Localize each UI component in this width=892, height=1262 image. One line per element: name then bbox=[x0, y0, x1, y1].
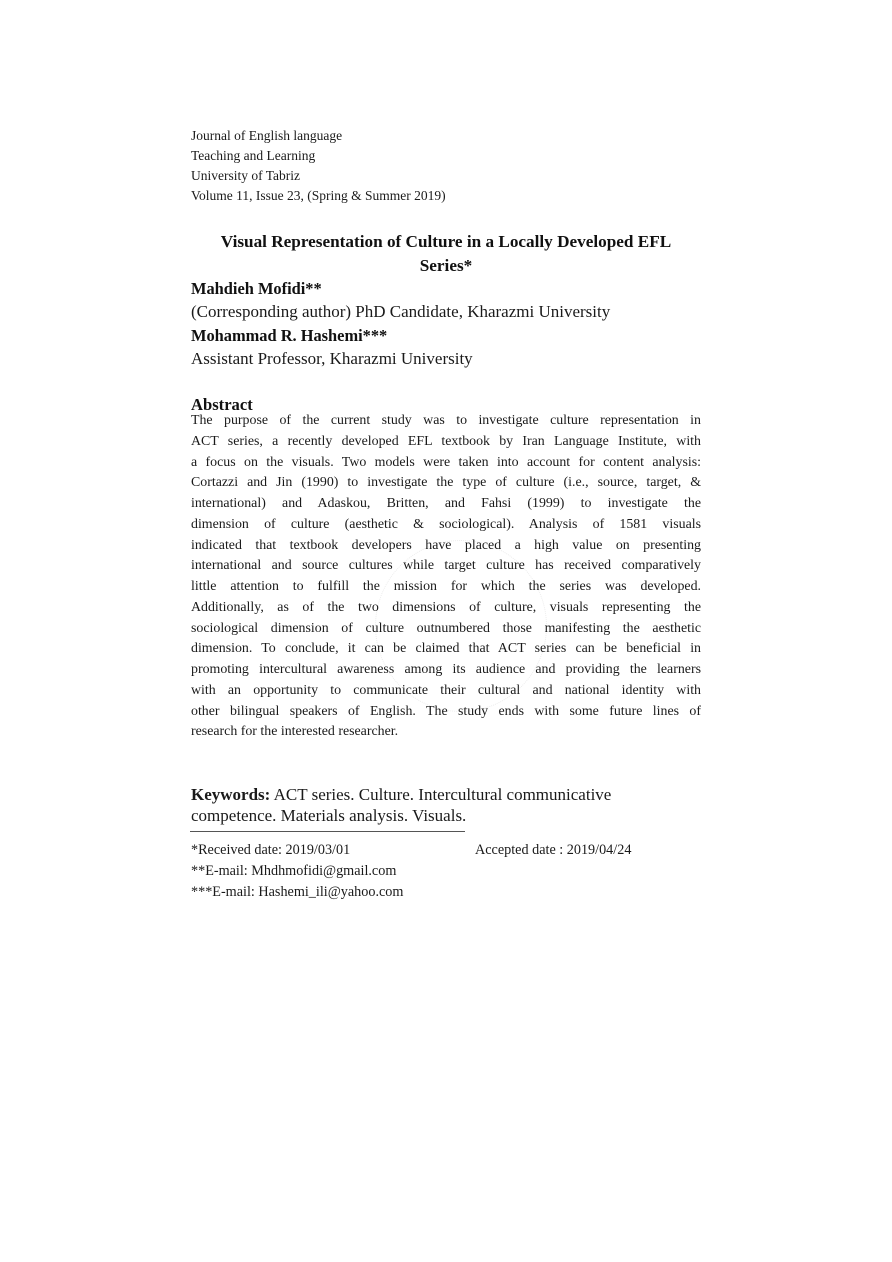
abstract-line: indicated that textbook developers have placed a high value on presenting bbox=[191, 537, 701, 553]
abstract-line: Cortazzi and Jin (1990) to investigate the type of culture (i.e., source, target, & bbox=[191, 475, 701, 491]
journal-volume-issue: Volume 11, Issue 23, (Spring & Summer 2019) bbox=[191, 188, 446, 203]
author-affiliation-2: Assistant Professor, Kharazmi University bbox=[191, 349, 473, 368]
received-date: *Received date: 2019/03/01 bbox=[191, 842, 351, 858]
abstract-heading: Abstract bbox=[191, 395, 253, 414]
abstract-line: other bilingual speakers of English. The study ends with some future lines of bbox=[191, 703, 701, 719]
journal-university: University of Tabriz bbox=[191, 168, 301, 183]
abstract-line: little attention to fulfill the mission for which the series was developed. bbox=[191, 579, 701, 594]
abstract-line: The purpose of the current study was to investigate culture representation in bbox=[191, 413, 701, 428]
journal-name-line-1: Journal of English language bbox=[191, 128, 343, 143]
title-line-1: Visual Representation of Culture in a Locally Developed EFL bbox=[220, 232, 672, 251]
keywords-label: Keywords: bbox=[191, 785, 271, 804]
keywords-text-1: ACT series. Culture. Intercultural communicative bbox=[270, 785, 612, 804]
email-author-2: ***E-mail: Hashemi_ili@yahoo.com bbox=[191, 884, 404, 900]
footnote-divider bbox=[190, 831, 465, 832]
abstract-line: dimension. To conclude, it can be claimed that ACT series can be beneficial in bbox=[191, 641, 701, 657]
abstract-body bbox=[191, 411, 701, 743]
journal-name-line-2: Teaching and Learning bbox=[191, 148, 316, 163]
abstract-line: international) and Adaskou, Britten, and Fahsi (1999) to investigate the bbox=[191, 496, 701, 511]
author-name-1: Mahdieh Mofidi** bbox=[191, 279, 322, 298]
abstract-line: ACT series, a recently developed EFL textbook by Iran Language Institute, with bbox=[191, 433, 701, 449]
abstract-line: with an opportunity to communicate their cultural and national identity with bbox=[191, 682, 701, 698]
email-author-1: **E-mail: Mhdhmofidi@gmail.com bbox=[191, 863, 397, 879]
accepted-date: Accepted date : 2019/04/24 bbox=[475, 842, 632, 858]
keywords-line-1 bbox=[191, 785, 611, 805]
abstract-line: dimension of culture (aesthetic & sociological). Analysis of 1581 visuals bbox=[191, 516, 701, 532]
abstract-line: sociological dimension of culture outnumbered those manifesting the aesthetic bbox=[191, 620, 701, 636]
title-line-2: Series* bbox=[419, 256, 473, 275]
abstract-line: a focus on the visuals. Two models were taken into account for content analysis: bbox=[191, 454, 701, 470]
keywords-line-2: competence. Materials analysis. Visuals. bbox=[191, 806, 467, 825]
author-affiliation-1: (Corresponding author) PhD Candidate, Kharazmi University bbox=[191, 302, 611, 321]
abstract-line: Additionally, as of the two dimensions of culture, visuals representing the bbox=[191, 599, 701, 615]
author-name-2: Mohammad R. Hashemi*** bbox=[191, 326, 388, 345]
abstract-line: international and source cultures while target culture has received comparatively bbox=[191, 558, 701, 574]
abstract-line: promoting intercultural awareness among its audience and providing the learners bbox=[191, 662, 701, 677]
abstract-line: research for the interested researcher. bbox=[191, 724, 399, 740]
